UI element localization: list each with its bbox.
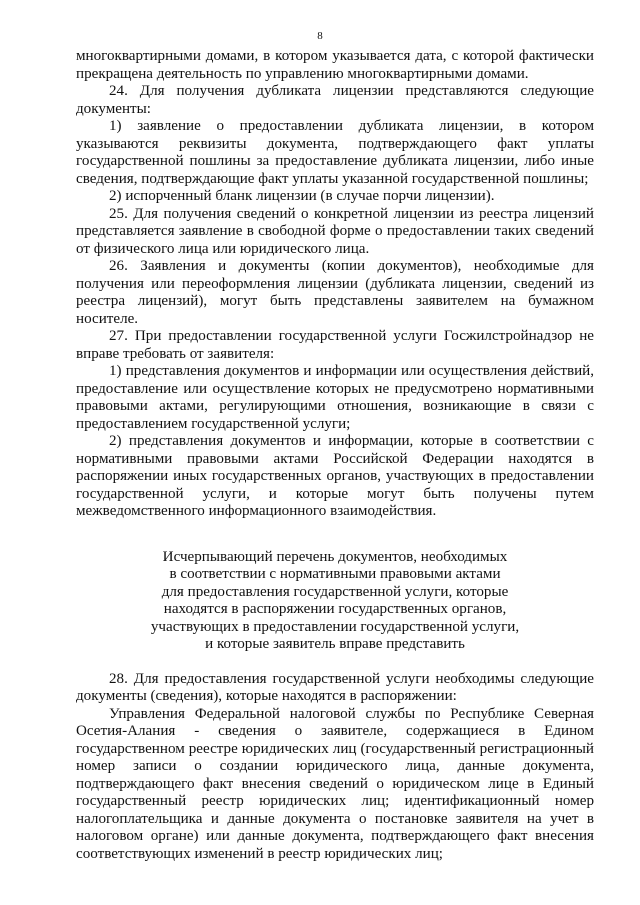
paragraph-24-item-2: 2) испорченный бланк лицензии (в случае порчи лицензии). [109,188,495,204]
section-heading-line: для предоставления государственной услуги, которые [161,583,509,600]
paragraph-27-item-2: 2) представления документов и информации, которые в соответствии с нормативными правовыми актами Российской Федерации находятся в распоряжении иных государственных органов, участвующих в предоставлении государственной услуги, и которые могут быть получены путем межведомственного информационного взаимодействия. [76,433,594,519]
paragraphs-top [76,48,594,521]
section-heading-line: находятся в распоряжении государственных органов, [163,601,507,617]
section-heading-line: и которые заявитель вправе представить [205,636,465,652]
paragraph-24: 24. Для получения дубликата лицензии представляются следующие документы: [76,83,594,117]
paragraphs-bottom [76,671,594,864]
page-number: 8 [317,30,323,42]
paragraph-26: 26. Заявления и документы (копии документов), необходимые для получения или переоформления лицензии (дубликата лицензии, сведений из реестра лицензий), могут быть представлены заявителем на бумажном носителе. [76,258,594,327]
paragraph-27: 27. При предоставлении государственной услуги Госжилстройнадзор не вправе требовать от заявителя: [76,328,594,362]
section-heading-line: Исчерпывающий перечень документов, необходимых [162,548,508,565]
section-heading-line: в соответствии с нормативными правовыми актами [169,566,501,582]
paragraph-24-item-1: 1) заявление о предоставлении дубликата лицензии, в котором указываются реквизиты документа, подтверждающего факт уплаты государственной пошлины за предоставление дубликата лицензии, либо иные сведения, подтверждающие факт уплаты указанной государственной пошлины; [76,118,594,187]
paragraph-28: 28. Для предоставления государственной услуги необходимы следующие документы (сведения), которые находятся в распоряжении: [76,670,594,704]
section-heading [76,549,594,654]
document-body [76,48,594,863]
section-heading-line: участвующих в предоставлении государственной услуги, [150,618,520,635]
paragraph-25: 25. Для получения сведений о конкретной лицензии из реестра лицензий представляется заявление в свободной форме о предоставлении таких сведений от физического лица или юридического лица. [76,205,594,257]
paragraph-27-item-1: 1) представления документов и информации или осуществления действий, предоставление или осуществление которых не предусмотрено нормативными правовыми актами, регулирующими отношения, возникающие в связи с предоставлением государственной услуги; [76,363,594,432]
paragraph-28-fns: Управления Федеральной налоговой службы по Республике Северная Осетия-Алания - сведения о заявителе, содержащиеся в Едином государственном реестре юридических лиц (государственный регистрационный номер записи о создании юридического лица, данные документа, подтверждающего факт внесения сведений о юридическом лице в Единый государственный реестр юридических лиц; идентификационный номер налогоплательщика и данные документа о постановке заявителя на учет в налоговом органе) или данные документа, подтверждающего факт внесения соответствующих изменений в реестр юридических лиц; [76,705,594,862]
paragraph-continuation: многоквартирными домами, в котором указывается дата, с которой фактически прекращена деятельность по управлению многоквартирными домами. [76,48,594,82]
